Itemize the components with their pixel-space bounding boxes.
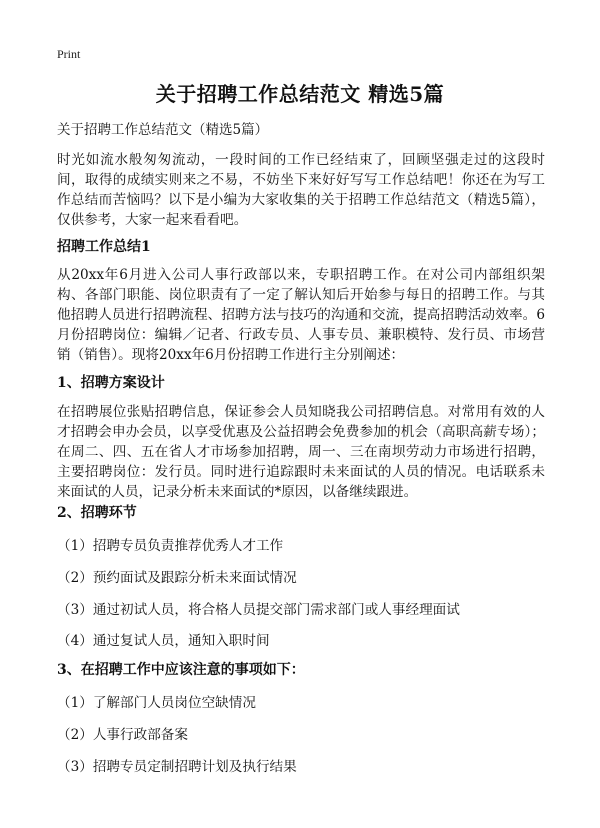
- heading-notes: 3、在招聘工作中应该注意的事项如下：: [57, 662, 305, 678]
- section1-paragraph: 从20xx年6月进入公司人事行政部以来，专职招聘工作。在对公司内部组织架构、各部门职能、岗位职责有了一定了解认知后开始参与每日的招聘工作。与其他招聘人员进行招聘流程、招聘方法与技巧的沟通和交流，提高招聘活动效率。6月份招聘岗位：编辑／记者、行政专员、人事专员、兼职模特、发行员、市场营销（销售）。现将20xx年6月份招聘工作进行主分别阐述：: [57, 267, 545, 363]
- document-subtitle: 关于招聘工作总结范文（精选5篇）: [57, 122, 269, 138]
- intro-paragraph: 时光如流水般匆匆流动，一段时间的工作已经结束了，回顾坚强走过的这段时间，取得的成绩实则来之不易，不妨坐下来好好写写工作总结吧！你还在为写工作总结而苦恼吗？以下是小编为大家收集的关于招聘工作总结范文（精选5篇），仅供参考，大家一起来看看吧。: [57, 152, 545, 228]
- list-item: （3）通过初试人员，将合格人员提交部门需求部门或人事经理面试: [57, 602, 460, 618]
- plan-design-paragraph: 在招聘展位张贴招聘信息，保证参会人员知晓我公司招聘信息。对常用有效的人才招聘会申办会员，以享受优惠及公益招聘会免费参加的机会（高职高薪专场）；在周二、四、五在省人才市场参加招聘，周一、三在南坝劳动力市场进行招聘，主要招聘岗位：发行员。同时进行追踪跟时未来面试的人员的情况。电话联系未来面试的人员，记录分析未来面试的*原因，以备继续跟进。: [57, 404, 545, 500]
- list-item: （3）招聘专员定制招聘计划及执行结果: [57, 759, 297, 775]
- list-item: （1）了解部门人员岗位空缺情况: [57, 695, 256, 711]
- list-item: （4）通过复试人员，通知入职时间: [57, 633, 270, 649]
- heading-recruitment-steps: 2、招聘环节: [57, 505, 137, 521]
- section1-heading: 招聘工作总结1: [57, 239, 151, 255]
- heading-plan-design: 1、招聘方案设计: [57, 375, 165, 391]
- list-item: （2）人事行政部备案: [57, 727, 188, 743]
- list-item: （2）预约面试及跟踪分析未来面试情况: [57, 570, 297, 586]
- document-title: 关于招聘工作总结范文 精选5篇: [155, 82, 445, 106]
- print-label[interactable]: Print: [57, 47, 81, 61]
- list-item: （1）招聘专员负责推荐优秀人才工作: [57, 538, 284, 554]
